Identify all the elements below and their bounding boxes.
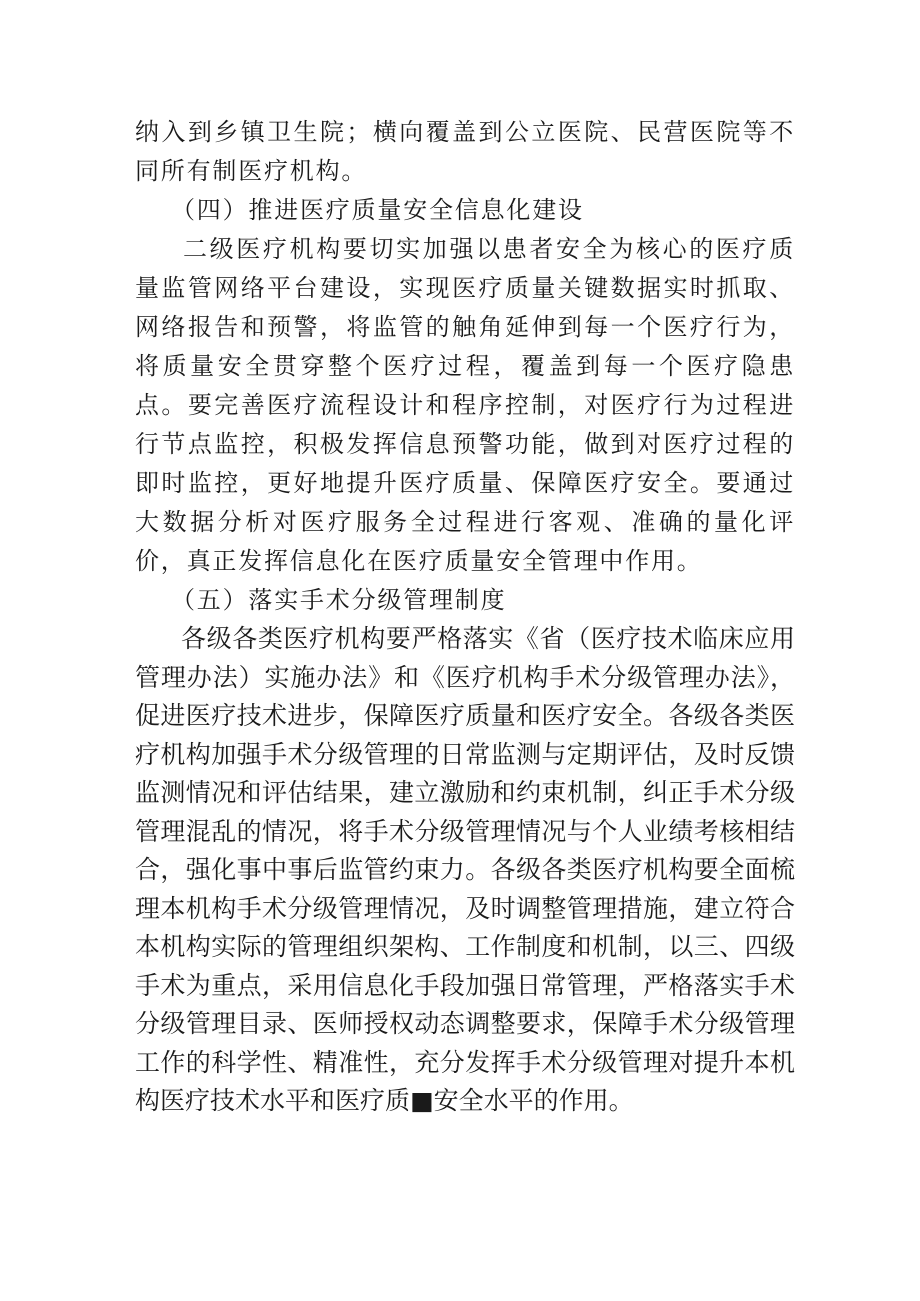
paragraph-informatization: 二级医疗机构要切实加强以患者安全为核心的医疗质量监管网络平台建设，实现医疗质量关键数据实时抓取、网络报告和预警，将监管的触角延伸到每一个医疗行为，将质量安全贯穿整个医疗过程，覆盖到每一个医疗隐患点。要完善医疗流程设计和程序控制，对医疗行为过程进行节点监控，积极发挥信息预警功能，做到对医疗过程的即时监控，更好地提升医疗质量、保障医疗安全。要通过大数据分析对医疗服务全过程进行客观、准确的量化评价，真正发挥信息化在医疗质量安全管理中作用。 [135, 235, 795, 575]
section-heading-4: （四）推进医疗质量安全信息化建设 [171, 196, 584, 224]
paragraph-surgery-grading: 各级各类医疗机构要严格落实《省（医疗技术临床应用管理办法）实施办法》和《医疗机构手术分级管理办法》，促进医疗技术进步，保障医疗质量和医疗安全。各级各类医疗机构加强手术分级管理的日常监测与定期评估，及时反馈监测情况和评估结果，建立激励和约束机制，纠正手术分级管理混乱的情况，将手术分级管理情况与个人业绩考核相结合，强化事中事后监管约束力。各级各类医疗机构要全面梳理本机构手术分级管理情况，及时调整管理措施，建立符合本机构实际的管理组织架构、工作制度和机制，以三、四级手术为重点，采用信息化手段加强日常管理，严格落实手术分级管理目录、医师授权动态调整要求，保障手术分级管理工作的科学性、精准性，充分发挥手术分级管理对提升本机构医疗技术水平和医疗质■安全水平的作用。 [135, 624, 795, 1115]
document-body [135, 113, 795, 1121]
section-heading-5: （五）落实手术分级管理制度 [171, 586, 507, 614]
paragraph-continuation: 纳入到乡镇卫生院；横向覆盖到公立医院、民营医院等不同所有制医疗机构。 [135, 118, 795, 185]
